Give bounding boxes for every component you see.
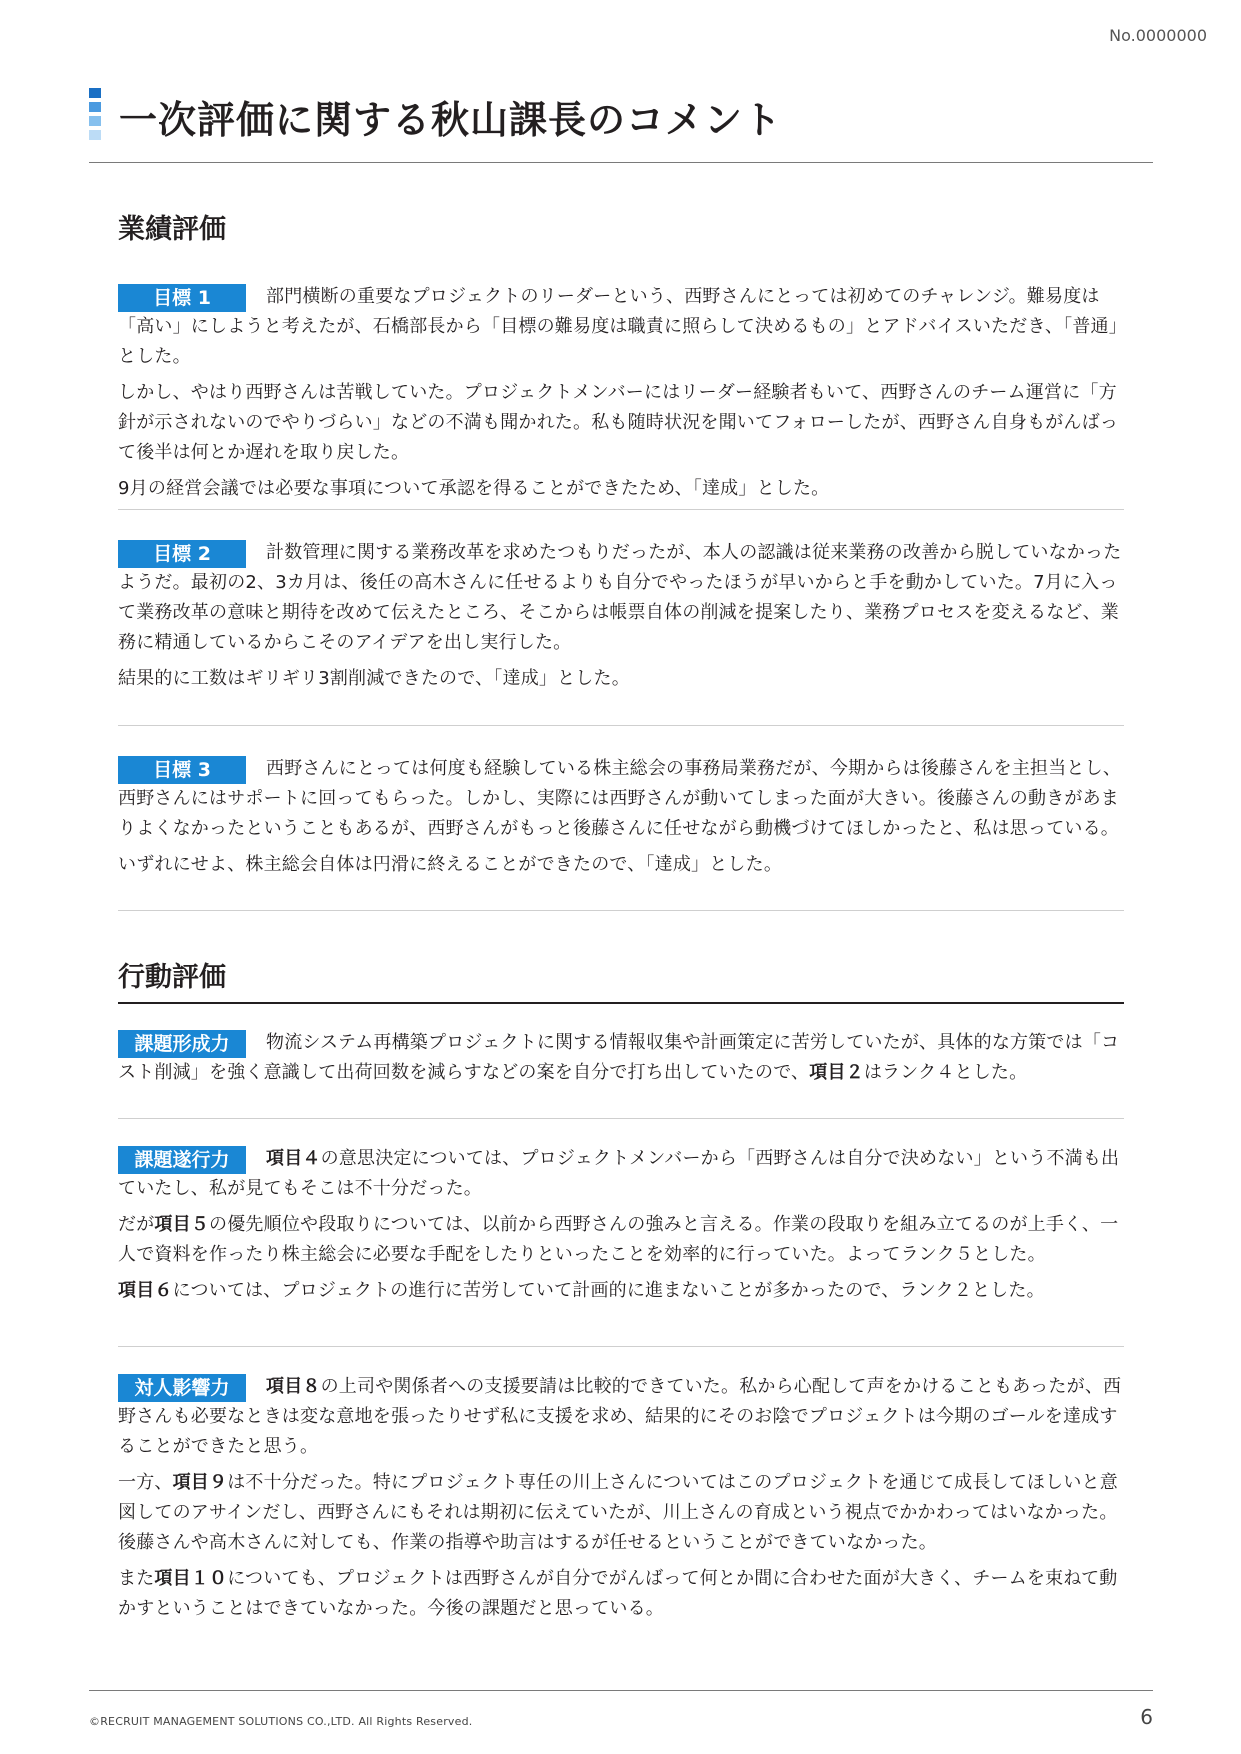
behavior-2-item-ref-2: 項目５ bbox=[154, 1214, 210, 1235]
behavior-2-text-2c: の優先順位や段取りについては、以前から西野さんの強みと言える。作業の段取りを組み立てるのが上手く、一人で資料を作ったり株主総会に必要な手配をしたりといったことを効率的に行っていた。よってランク５とした。 bbox=[118, 1214, 1119, 1265]
behavior-entry-2 bbox=[118, 1144, 1124, 1312]
marker-block-4 bbox=[89, 130, 101, 140]
goal-3-divider bbox=[118, 910, 1124, 911]
page-number: 6 bbox=[1140, 1705, 1153, 1729]
document-number: No.0000000 bbox=[1109, 26, 1207, 45]
behavior-2-text-2a: だが bbox=[118, 1214, 155, 1235]
goal-3-paragraph-1: 西野さんにとっては何度も経験している株主総会の事務局業務だが、今期からは後藤さんを主担当とし、西野さんにはサポートに回ってもらった。しかし、実際には西野さんが動いてしまった面が大きい。後藤さんの動きがあまりよくなかったということもあるが、西野さんがもっと後藤さんに任せながら動機づけてほしかったと、私は思っている。 bbox=[118, 758, 1122, 839]
behavior-entry-1 bbox=[118, 1028, 1124, 1094]
title-marker-icon bbox=[89, 88, 101, 144]
goal-3-tag: 目標 3 bbox=[118, 756, 246, 784]
marker-block-1 bbox=[89, 88, 101, 98]
marker-block-3 bbox=[89, 116, 101, 126]
behavior-3-text-2a: 一方、 bbox=[118, 1472, 173, 1493]
behavior-3-item-ref-3: 項目１０ bbox=[154, 1568, 228, 1589]
performance-heading: 業績評価 bbox=[118, 214, 226, 245]
page-title: 一次評価に関する秋山課長のコメント bbox=[119, 98, 783, 142]
behavior-3-paragraph-1 bbox=[118, 1372, 1124, 1462]
goal-1-paragraph-1: 部門横断の重要なプロジェクトのリーダーという、西野さんにとっては初めてのチャレンジ。難易度は「高い」にしようと考えたが、石橋部長から「目標の難易度は職責に照らして決めるもの」とアドバイスいただき、「普通」とした。 bbox=[118, 286, 1118, 367]
goal-2-divider bbox=[118, 725, 1124, 726]
behavior-2-item-ref-3: 項目６ bbox=[118, 1280, 173, 1301]
goal-1-paragraph-3: 9月の経営会議では必要な事項について承認を得ることができたため、「達成」とした。 bbox=[118, 478, 830, 499]
behavior-2-tag: 課題遂行力 bbox=[118, 1146, 246, 1174]
behavior-3-text-1: の上司や関係者への支援要請は比較的できていた。私から心配して声をかけることもあったが、西野さんも必要なときは変な意地を張ったりせず私に支援を求め、結果的にそのお陰でプロジェクトは今期のゴールを達成することができたと思う。 bbox=[118, 1376, 1122, 1457]
goal-2-paragraph-1: 計数管理に関する業務改革を求めたつもりだったが、本人の認識は従来業務の改善から脱していなかったようだ。最初の2、3カ月は、後任の高木さんに任せるよりも自分でやったほうが早いからと手を動かしていた。7月に入って業務改革の意味と期待を改めて伝えたところ、そこからは帳票自体の削減を提案したり、業務プロセスを変えるなど、業務に精通しているからこそのアイデアを出し実行した。 bbox=[118, 542, 1122, 653]
behavior-2-text-3: については、プロジェクトの進行に苦労していて計画的に進まないことが多かったので、ランク２とした。 bbox=[172, 1280, 1045, 1301]
goal-1-divider bbox=[118, 509, 1124, 510]
behavior-3-item-ref-2: 項目９ bbox=[172, 1472, 228, 1493]
goal-1-paragraph-2: しかし、やはり西野さんは苦戦していた。プロジェクトメンバーにはリーダー経験者もいて、西野さんのチーム運営に「方針が示されないのでやりづらい」などの不満も聞かれた。私も随時状況を聞いてフォローしたが、西野さん自身もがんばって後半は何とか遅れを取り戻した。 bbox=[118, 382, 1119, 463]
goal-2-paragraph-2: 結果的に工数はギリギリ3割削減できたので、「達成」とした。 bbox=[118, 668, 630, 689]
behavior-1-item-ref: 項目２ bbox=[809, 1062, 864, 1083]
behavior-3-tag: 対人影響力 bbox=[118, 1374, 246, 1402]
footer-divider bbox=[89, 1690, 1153, 1691]
behavior-heading-rule bbox=[118, 1002, 1124, 1004]
goal-1-tag: 目標 1 bbox=[118, 284, 246, 312]
behavior-1-tag: 課題形成力 bbox=[118, 1030, 246, 1058]
behavior-2-item-ref-1: 項目４ bbox=[266, 1148, 321, 1169]
behavior-2-paragraph-1 bbox=[118, 1144, 1124, 1204]
behavior-3-paragraph-2 bbox=[118, 1468, 1124, 1558]
title-divider bbox=[89, 162, 1153, 163]
behavior-2-paragraph-3 bbox=[118, 1276, 1124, 1306]
behavior-3-text-3c: についても、プロジェクトは西野さんが自分でがんばって何とか間に合わせた面が大きく、チームを束ねて動かすということはできていなかった。今後の課題だと思っている。 bbox=[118, 1568, 1118, 1619]
copyright-notice: ©RECRUIT MANAGEMENT SOLUTIONS CO.,LTD. All Rights Reserved. bbox=[89, 1715, 473, 1728]
marker-block-2 bbox=[89, 102, 101, 112]
behavior-3-item-ref-1: 項目８ bbox=[266, 1376, 321, 1397]
goal-1-entry bbox=[118, 282, 1124, 510]
behavior-heading: 行動評価 bbox=[118, 962, 226, 993]
behavior-1-text-c: はランク４とした。 bbox=[863, 1062, 1028, 1083]
goal-2-entry bbox=[118, 538, 1124, 700]
behavior-3-paragraph-3 bbox=[118, 1564, 1124, 1624]
goal-2-tag: 目標 2 bbox=[118, 540, 246, 568]
behavior-entry-3 bbox=[118, 1372, 1124, 1630]
goal-3-entry bbox=[118, 754, 1124, 886]
behavior-1-text-a: 物流システム再構築プロジェクトに関する情報収集や計画策定に苦労していたが、具体的な方策では「コスト削減」を強く意識して出荷回数を減らすなどの案を自分で打ち出していたので、 bbox=[118, 1032, 1120, 1083]
behavior-2-text-1: の意思決定については、プロジェクトメンバーから「西野さんは自分で決めない」という不満も出ていたし、私が見てもそこは不十分だった。 bbox=[118, 1148, 1120, 1199]
behavior-1-paragraph-1 bbox=[118, 1028, 1124, 1088]
behavior-2-divider bbox=[118, 1346, 1124, 1347]
behavior-3-text-3a: また bbox=[118, 1568, 155, 1589]
behavior-2-paragraph-2 bbox=[118, 1210, 1124, 1270]
goal-3-paragraph-2: いずれにせよ、株主総会自体は円滑に終えることができたので、「達成」とした。 bbox=[118, 854, 783, 875]
behavior-1-divider bbox=[118, 1118, 1124, 1119]
behavior-3-text-2c: は不十分だった。特にプロジェクト専任の川上さんについてはこのプロジェクトを通じて成長してほしいと意図してのアサインだし、西野さんにもそれは期初に伝えていたが、川上さんの育成という視点でかかわってはいなかった。後藤さんや高木さんに対しても、作業の指導や助言はするが任せるということができていなかった。 bbox=[118, 1472, 1118, 1553]
